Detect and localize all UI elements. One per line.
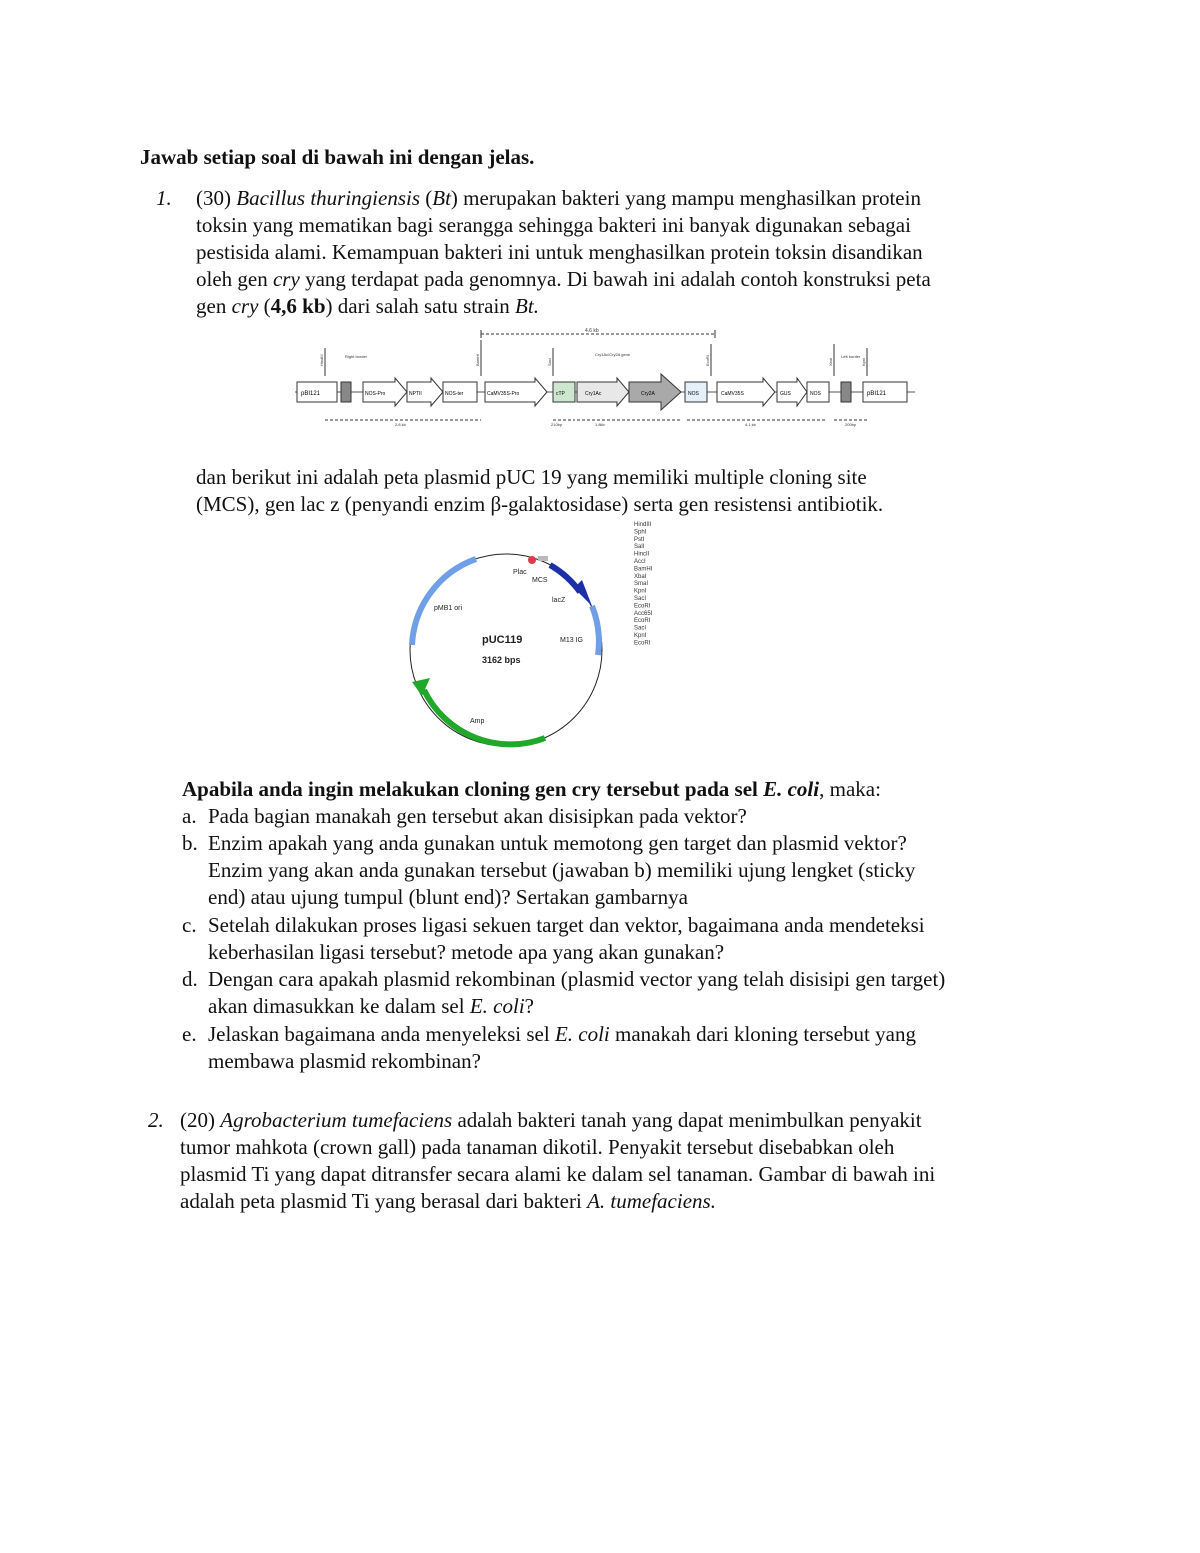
site-label: EcoRI	[705, 355, 710, 366]
question-2-text: (20) Agrobacterium tumefaciens adalah bakteri tanah yang dapat menimbulkan penyakit tumor mahkota (crown gall) pada tanaman dikotil. Penyakit tersebut disebabkan oleh plasmid Ti yang dapat ditransfer secara alami ke dalam sel tanaman. Gambar di bawah ini adalah peta plasmid Ti yang berasal dari bakteri A. tumefaciens.	[180, 1108, 936, 1213]
mcs-site-label: PstI	[634, 536, 645, 543]
instructions-heading: Jawab setiap soal di bawah ini dengan jelas.	[140, 145, 535, 169]
mcs-site-label: Acc65I	[634, 610, 653, 617]
organism-name: Bacillus thuringiensis	[236, 186, 420, 210]
mcs-site-label: SmaI	[634, 581, 649, 588]
construct-label: NOS-Pro	[365, 391, 386, 397]
mcs-site-label: EcoRI	[634, 618, 651, 625]
construct-label: NPTII	[409, 391, 422, 397]
mcs-site-label: EcoRI	[634, 640, 651, 647]
m13-arc	[592, 606, 599, 655]
construct-label: CaMV35S-Pro	[487, 391, 520, 397]
dim-label: 210bp	[551, 422, 563, 427]
mcs-site-label: AccI	[634, 559, 646, 565]
mcs-site-list	[634, 522, 653, 646]
dim-label: 2.8 kb	[395, 422, 406, 427]
question-1-plasmid-intro: dan berikut ini adalah peta plasmid pUC 19 yang memiliki multiple cloning site (MCS), gen lac z (penyandi enzim β-galaktosidase) serta gen resistensi antibiotik.	[196, 465, 884, 516]
dim-label: 4.1 kb	[745, 422, 756, 427]
construct-label: GUS	[780, 391, 791, 397]
plac-marker	[538, 556, 548, 561]
mcs-site-label: XbaI	[634, 573, 647, 580]
mcs-site-label: EcoRI	[634, 603, 651, 610]
site-label: KpnI	[861, 357, 866, 366]
construct-label: NOS	[688, 391, 699, 397]
top-dim-label: 4.6 kb	[585, 328, 599, 334]
site-label: SacI	[547, 357, 552, 366]
construct-label: pBI121	[867, 391, 887, 397]
amp-arc	[424, 690, 545, 744]
document-page: Jawab setiap soal di bawah ini dengan jelas. 1. (30) Bacillus thuringiensis (Bt) merupakan bakteri yang mampu menghasilkan protein toksin yang mematikan bagi serangga sehingga bakteri ini banyak digunakan sebagai pestisida alami. Kemampuan bakteri ini untuk menghasilkan protein toksin disandikan oleh gen cry yang terdapat pada genomnya. Di bawah ini adalah contoh konstruksi peta gen cry (4,6 kb) dari salah satu strain Bt. 4.6 kb Cry1Ac/Cry2A gene HindIII BamHI SacI EcoRI XbaI KpnI Right border Left border pBI121 NOS-Pro NPTII NOS-ter CaMV35S-Pro cTP Cry1Ac Cry2A NOS CaMV35S GUS NOS pBI121 2.8 kb 210bp 1.8kb 4.1 kb 200bp dan berikut ini adalah peta plasmid pUC 19 yang memiliki multiple cloning site (MCS), gen lac z (penyandi enzim β-galaktosidase) serta gen resistensi antibiotik. Plac MCS lacZ M13 IG pMB1 ori Amp pUC119 3162 bps HindIII SphI PstI SalI HincII AccI BamHI XbaI SmaI KpnI SacI EcoRI Acc65I EcoRI SacI KpnI EcoRI Apabila anda ingin melakukan cloning gen cry tersebut pada sel E. coli, maka: a. Pada bagian manakah gen tersebut akan disisipkan pada vektor? b. Enzim apakah yang anda gunakan untuk memotong gen target dan plasmid vektor? Enzim yang akan anda gunakan tersebut (jawaban b) memiliki ujung lengket (sticky end) atau ujung tumpul (blunt end)? Sertakan gambarnya c. Setelah dilakukan proses ligasi sekuen target dan vektor, bagaimana anda mendeteksi keberhasilan ligasi tersebut? metode apa yang akan gunakan? d. Dengan cara apakah plasmid rekombinan (plasmid vector yang telah disisipi gen target) akan dimasukkan ke dalam sel E. coli? e. Jelaskan bagaimana anda menyeleksi sel E. coli manakah dari kloning tersebut yang membawa plasmid rekombinan? 2. (20) Agrobacterium tumefaciens adalah bakteri tanah yang dapat menimbulkan penyakit tumor mahkota (crown gall) pada tanaman dikotil. Penyakit tersebut disebabkan oleh plasmid Ti yang dapat ditransfer secara alami ke dalam sel tanaman. Gambar di bawah ini adalah peta plasmid Ti yang berasal dari bakteri A. tumefaciens.	[0, 0, 1200, 1553]
construct-label: Cry1Ac	[585, 391, 602, 397]
mcs-site-label: KpnI	[634, 633, 647, 639]
puc119-plasmid-map	[400, 520, 680, 750]
construct-label: Cry2A	[641, 391, 655, 397]
mcs-site-label: SacI	[634, 625, 647, 632]
feature-label: lacZ	[552, 597, 566, 604]
mcs-marker	[528, 556, 536, 564]
cry-gene-construct-map	[295, 326, 915, 438]
feature-label: Amp	[470, 718, 485, 725]
construct-label: CaMV35S	[721, 391, 744, 397]
question-1-intro: (30) Bacillus thuringiensis (Bt) merupakan bakteri yang mampu menghasilkan protein toksin yang mematikan bagi serangga sehingga bakteri ini banyak digunakan sebagai pestisida alami. Kemampuan bakteri ini untuk menghasilkan protein toksin disandikan oleh gen cry yang terdapat pada genomnya. Di bawah ini adalah contoh konstruksi peta gen cry (4,6 kb) dari salah satu strain Bt.	[196, 186, 931, 318]
plasmid-size: 3162 bps	[482, 655, 521, 665]
feature-label: MCS	[532, 577, 548, 584]
site-label: XbaI	[828, 357, 833, 366]
mcs-site-label: SacI	[634, 596, 647, 602]
site-label: BamHI	[475, 353, 480, 366]
feature-label: Plac	[513, 569, 527, 576]
mcs-site-label: KpnI	[634, 588, 647, 595]
dim-label: 1.8kb	[595, 422, 605, 427]
dim-label: 200bp	[845, 422, 857, 427]
construct-label: NOS	[810, 391, 821, 397]
border-label: Left border	[841, 354, 861, 359]
construct-label: NOS-ter	[445, 391, 464, 397]
question-1-number: 1.	[156, 186, 172, 210]
gene-label: Cry1Ac/Cry2A gene	[595, 352, 631, 357]
cloning-prompt: Apabila anda ingin melakukan cloning gen cry tersebut pada sel E. coli, maka:	[182, 777, 881, 801]
construct-label: cTP	[556, 391, 565, 397]
feature-label: M13 IG	[560, 637, 583, 644]
mcs-site-label: HindIII	[634, 522, 652, 528]
construct-label: pBI121	[301, 391, 321, 397]
plasmid-name: pUC119	[482, 634, 523, 646]
site-label: HindIII	[319, 354, 324, 366]
mcs-site-label: SalI	[634, 544, 645, 551]
ori-arc	[412, 559, 476, 645]
mcs-site-label: SphI	[634, 529, 647, 536]
question-2-number: 2.	[148, 1108, 164, 1132]
border-block	[341, 382, 351, 402]
mcs-site-label: BamHI	[634, 566, 653, 573]
construct-arrow	[629, 374, 681, 410]
border-label: Right border	[345, 354, 368, 359]
mcs-site-label: HincII	[634, 551, 650, 558]
border-block	[841, 382, 851, 402]
feature-label: pMB1 ori	[434, 605, 463, 612]
